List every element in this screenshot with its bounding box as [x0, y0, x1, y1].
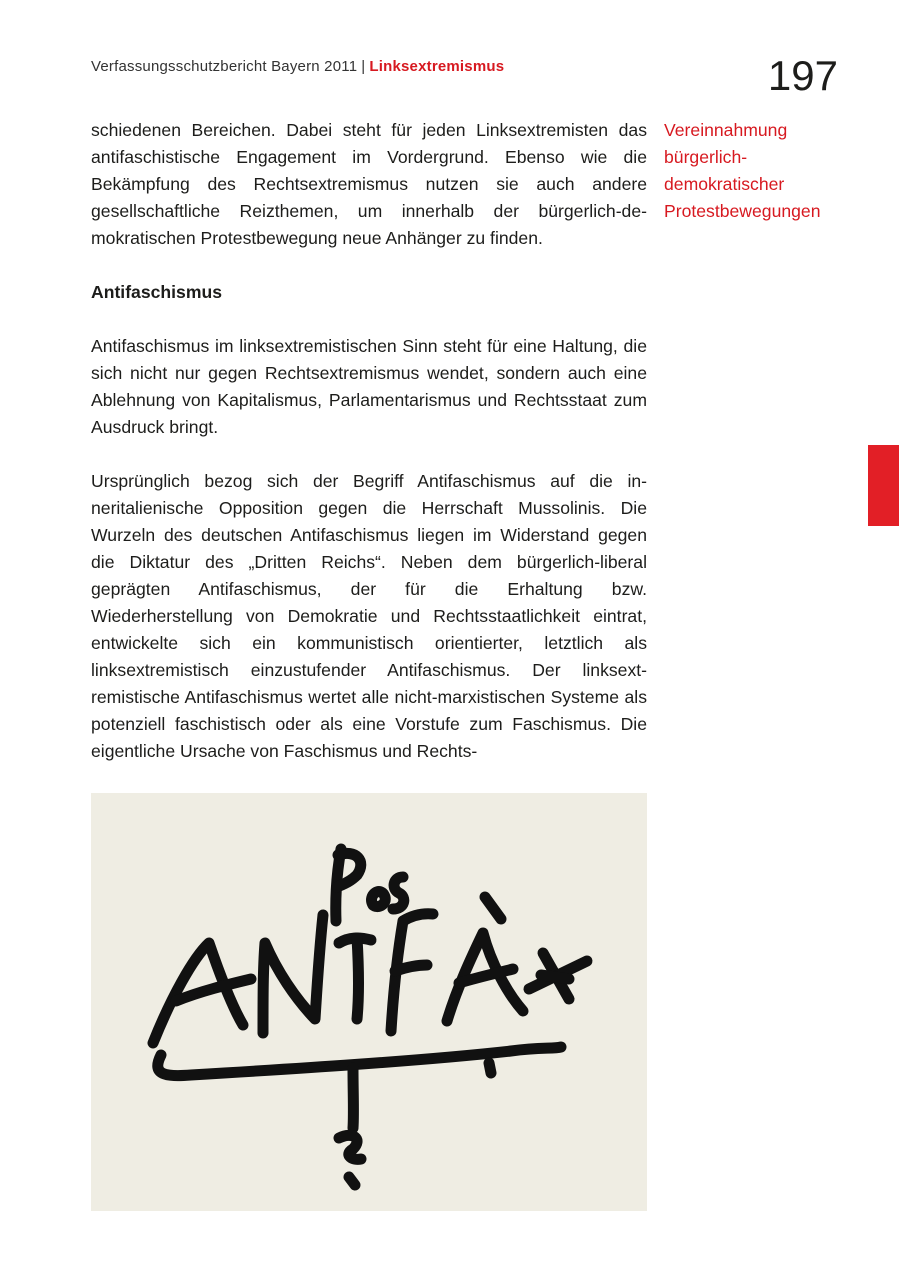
margin-note — [664, 117, 864, 225]
page-number: 197 — [767, 52, 838, 99]
margin-note-line: Protestbewegungen — [664, 201, 821, 221]
section-title: Linksextremismus — [369, 58, 505, 75]
main-text-column — [91, 117, 647, 765]
margin-note-line: Vereinnahmung — [664, 120, 788, 140]
graffiti-tag-antifa — [153, 849, 587, 1185]
antifa-graffiti-photo — [91, 793, 647, 1211]
graffiti-tag-image — [91, 793, 647, 1211]
publication-title: Verfassungsschutzbericht Bayern 2011 — [91, 58, 358, 75]
chapter-tab-marker — [868, 445, 899, 526]
margin-note-line: bürgerlich- — [664, 147, 748, 167]
margin-note-line: demokratischer — [664, 174, 785, 194]
header-separator: | — [361, 58, 366, 75]
running-header — [91, 58, 504, 75]
paragraph-antifaschismus-definition: Antifaschismus im linksextremistischen Sinn steht für eine Haltung, die sich nicht nur gegen Rechtsextremismus wendet, sondern auch eine Ablehnung von Kapitalismus, Parlamentarismus und Rechtsstaat zum Ausdruck bringt. — [91, 336, 647, 437]
paragraph-continuation: schiedenen Bereichen. Dabei steht für jeden Linksextremisten das antifaschistische Engagement im Vordergrund. Ebenso wie die Bekämpfung des Rechtsextremismus nutzen sie auch andere gesellschaftliche Reizthemen, um innerhalb der bürgerlich-demokratischen Protestbewegung neue Anhänger zu finden. — [91, 120, 647, 248]
section-heading: Antifaschismus — [91, 282, 223, 302]
paragraph-antifaschismus-history: Ursprünglich bezog sich der Begriff Antifaschismus auf die inneritalienische Opposition gegen die Herrschaft Mussolinis. Die Wurzeln des deutschen Antifaschismus liegen im Widerstand gegen die Diktatur des „Dritten Reichs“. Neben dem bürgerlich-liberal geprägten Antifaschismus, der für die Erhaltung bzw. Wiederherstellung von Demokratie und Rechtsstaatlichkeit eintrat, entwickelte sich ein kommunistisch orientierter, letztlich als linksextremistisch einzustufender Antifaschismus. Der linksextremistische Antifaschismus wertet alle nicht-marxistischen Systeme als potenziell faschistisch oder als eine Vorstufe zum Faschismus. Die eigentliche Ursache von Faschismus und Rechts- — [91, 471, 647, 761]
